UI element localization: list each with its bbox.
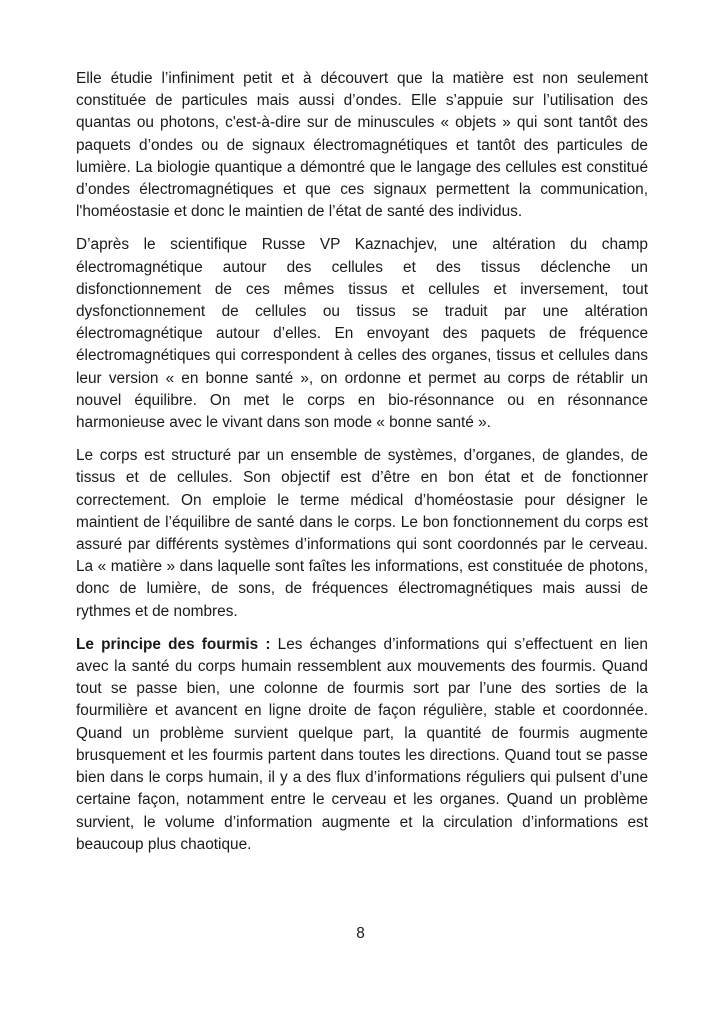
paragraph-3 (76, 445, 648, 623)
paragraph-4 (76, 634, 648, 856)
paragraph-1 (76, 68, 648, 223)
paragraph-4-lead-heading: Le principe des fourmis : (76, 635, 271, 653)
paragraph-4-text: Les échanges d’informations qui s’effectuent en lien avec la santé du corps humain ressemblent aux mouvements des fourmis. Quand tout se passe bien, une colonne de fourmis sort par l’une des sorties de la fourmilière et avancent en ligne droite de façon régulière, stable et coordonnée. Quand un problème survient quelque part, la quantité de fourmis augmente brusquement et les fourmis partent dans toutes les directions. Quand tout se passe bien dans le corps humain, il y a des flux d’informations réguliers qui pulsent d’une certaine façon, notamment entre le cerveau et les organes. Quand un problème survient, le volume d’information augmente et la circulation d’informations est beaucoup plus chaotique. (76, 635, 648, 853)
paragraph-1-text: Elle étudie l’infiniment petit et à découvert que la matière est non seulement constituée de particules mais aussi d’ondes. Elle s’appuie sur l’utilisation des quantas ou photons, c'est-à-dire sur de minuscules « objets » qui sont tantôt des paquets d’ondes ou de signaux électromagnétiques et tantôt des particules de lumière. La biologie quantique a démontré que le langage des cellules est constitué d’ondes électromagnétiques et que ces signaux permettent la communication, l'homéostasie et donc le maintien de l’état de santé des individus. (76, 70, 648, 221)
paragraph-2 (76, 234, 648, 434)
paragraph-2-text: D’après le scientifique Russe VP Kaznachjev, une altération du champ électromagnétique autour des cellules et des tissus déclenche un disfonctionnement de ces mêmes tissus et cellules et inversement, tout dysfonctionnement de cellules ou tissus se traduit par une altération électromagnétique autour d’elles. En envoyant des paquets de fréquence électromagnétiques qui correspondent à celles des organes, tissus et cellules dans leur version « en bonne santé », on ordonne et permet au corps de rétablir un nouvel équilibre. On met le corps en bio-résonnance ou en résonnance harmonieuse avec le vivant dans son mode « bonne santé ». (76, 236, 648, 432)
body-text (76, 68, 648, 856)
paragraph-3-text: Le corps est structuré par un ensemble de systèmes, d’organes, de glandes, de tissus et de cellules. Son objectif est d’être en bon état et de fonctionner correctement. On emploie le terme médical d’homéostasie pour désigner le maintient de l’équilibre de santé dans le corps. Le bon fonctionnement du corps est assuré par différents systèmes d’informations qui sont coordonnés par le cerveau. La « matière » dans laquelle sont faîtes les informations, est constituée de photons, donc de lumière, de sons, de fréquences électromagnétiques mais aussi de rythmes et de nombres. (76, 447, 648, 620)
page-number: 8 (356, 925, 365, 942)
